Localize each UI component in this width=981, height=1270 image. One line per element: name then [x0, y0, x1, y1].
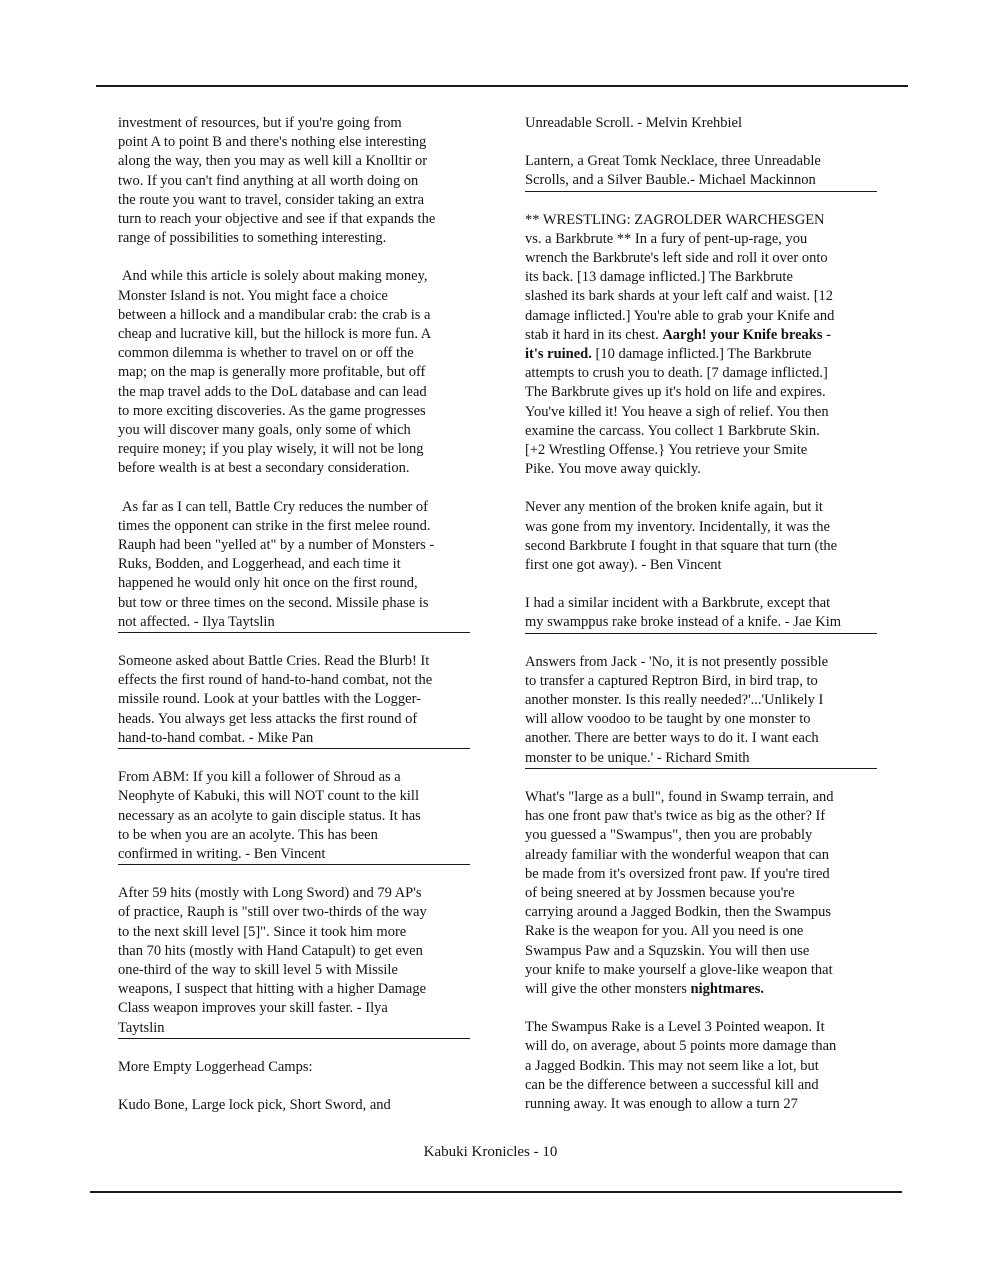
- paragraph-loggerhead-camps-list: [118, 1096, 470, 1115]
- text-line: two. If you can't find anything at all worth doing on: [118, 172, 419, 189]
- bottom-rule: [90, 1191, 902, 1193]
- text-line: wrench the Barkbrute's left side and roll it over onto: [525, 250, 828, 267]
- page-footer: Kabuki Kronicles - 10: [423, 1144, 558, 1160]
- text-line: damage inflicted.] You're able to grab your Knife and: [525, 307, 835, 324]
- text-line: it's ruined. [10 damage inflicted.] The Barkbrute: [525, 346, 812, 363]
- text-line: I had a similar incident with a Barkbrute, except that: [525, 595, 831, 612]
- text-line: From ABM: If you kill a follower of Shroud as a: [118, 769, 401, 786]
- paragraph-answers-from-jack: [525, 653, 877, 769]
- text-line: hand-to-hand combat. - Mike Pan: [118, 729, 314, 746]
- text-line: Lantern, a Great Tomk Necklace, three Unreadable: [525, 153, 821, 170]
- paragraph-battle-cry: [118, 498, 470, 633]
- text-line: Kudo Bone, Large lock pick, Short Sword, and: [118, 1096, 391, 1113]
- text-line: Neophyte of Kabuki, this will NOT count to the kill: [118, 788, 419, 805]
- text-line: between a hillock and a mandibular crab: the crab is a: [118, 306, 431, 323]
- text-line: of practice, Rauph is "still over two-thirds of the way: [118, 904, 427, 921]
- text-line: As far as I can tell, Battle Cry reduces the number of: [122, 498, 429, 515]
- text-line: to transfer a captured Reptron Bird, in bird trap, to: [525, 672, 818, 689]
- text-line: was gone from my inventory. Incidentally, it was the: [525, 518, 830, 535]
- text-line: Ruks, Bodden, and Loggerhead, and each time it: [118, 556, 401, 573]
- text-line: The Swampus Rake is a Level 3 Pointed weapon. It: [525, 1019, 825, 1036]
- paragraph-mackinnon: [525, 152, 877, 191]
- bold-text: nightmares.: [690, 980, 764, 997]
- text-line: has one front paw that's twice as big as the other? If: [525, 808, 826, 825]
- text-line: map; on the map is generally more profitable, but off: [118, 364, 426, 381]
- text-line: More Empty Loggerhead Camps:: [118, 1058, 313, 1075]
- text-line: common dilemma is whether to travel on or off the: [118, 345, 414, 362]
- text-line: a Jagged Bodkin. This may not seem like a lot, but: [525, 1057, 819, 1074]
- text-line: will give the other monsters nightmares.: [525, 980, 764, 997]
- text-line: [+2 Wrestling Offense.} You retrieve your Smite: [525, 442, 808, 459]
- text-line: of being sneered at by Jossmen because you're: [525, 884, 795, 901]
- paragraph-jae-kim: [525, 594, 877, 633]
- text-line: missile round. Look at your battles with the Logger-: [118, 691, 421, 708]
- text-line: not affected. - Ilya Taytslin: [118, 613, 275, 630]
- text-line: to be when you are an acolyte. This has been: [118, 826, 378, 843]
- text-line: Class weapon improves your skill faster. - Ilya: [118, 1000, 388, 1017]
- text-line: range of possibilities to something interesting.: [118, 230, 387, 247]
- text-line: to more exciting discoveries. As the game progresses: [118, 402, 426, 419]
- paragraph-battle-cries: [118, 652, 470, 749]
- text-line: What's "large as a bull", found in Swamp terrain, and: [525, 788, 834, 805]
- text-line: require money; if you play wisely, it will not be long: [118, 441, 424, 458]
- text-line: to the next skill level [5]". Since it took him more: [118, 923, 407, 940]
- text-line: already familiar with the wonderful weapon that can: [525, 846, 829, 863]
- text-line: Monster Island is not. You might face a choice: [118, 287, 388, 304]
- text-line: will allow voodoo to be taught by one monster to: [525, 711, 811, 728]
- text-line: will do, on average, about 5 points more damage than: [525, 1038, 837, 1055]
- text-line: Rauph had been "yelled at" by a number of Monsters -: [118, 537, 435, 554]
- text-line: Taytslin: [118, 1019, 165, 1036]
- text-line: investment of resources, but if you're going from: [118, 115, 402, 131]
- text-line: the route you want to travel, consider taking an extra: [118, 191, 425, 208]
- text-line: my swamppus rake broke instead of a knife. - Jae Kim: [525, 614, 842, 631]
- right-column: [525, 114, 877, 1133]
- text-line: effects the first round of hand-to-hand combat, not the: [118, 672, 433, 689]
- text-line: Scrolls, and a Silver Bauble.- Michael Mackinnon: [525, 172, 816, 189]
- text-line: can be the difference between a successful kill and: [525, 1076, 819, 1093]
- text-line: another. There are better ways to do it. I want each: [525, 730, 819, 747]
- text-line: Swampus Paw and a Squzskin. You will then use: [525, 942, 810, 959]
- paragraph-krehbiel: [525, 114, 877, 133]
- text-line: Unreadable Scroll. - Melvin Krehbiel: [525, 115, 743, 131]
- text-line: one-third of the way to skill level 5 with Missile: [118, 961, 398, 978]
- bold-text: it's ruined.: [525, 346, 592, 363]
- text-line: be made from it's oversized front paw. If you're tired: [525, 865, 830, 882]
- text-line: examine the carcass. You collect 1 Barkbrute Skin.: [525, 422, 820, 439]
- text-line: You've killed it! You heave a sigh of relief. You then: [525, 403, 829, 420]
- text-line: slashed its bark shards at your left calf and waist. [12: [525, 288, 834, 305]
- text-line: second Barkbrute I fought in that square that turn (the: [525, 537, 838, 554]
- paragraph-abm: [118, 768, 470, 865]
- text-line: Pike. You move away quickly.: [525, 461, 701, 478]
- paragraph-swampus: [525, 788, 877, 999]
- text-line: confirmed in writing. - Ben Vincent: [118, 845, 326, 862]
- text-line: Rake is the weapon for you. All you need is one: [525, 923, 804, 940]
- text-line: Someone asked about Battle Cries. Read the Blurb! It: [118, 653, 430, 670]
- text-line: carrying around a Jagged Bodkin, then the Swampus: [525, 904, 832, 921]
- paragraph-knolltir: [118, 114, 470, 248]
- paragraph-swampus-rake: [525, 1018, 877, 1114]
- paragraph-broken-knife: [525, 498, 877, 575]
- text-line: running away. It was enough to allow a turn 27: [525, 1095, 798, 1112]
- text-line: stab it hard in its chest. Aargh! your Knife breaks -: [525, 326, 831, 343]
- text-line: vs. a Barkbrute ** In a fury of pent-up-rage, you: [525, 230, 808, 247]
- text-line: its back. [13 damage inflicted.] The Barkbrute: [525, 269, 793, 286]
- paragraph-wrestling: [525, 211, 877, 480]
- text-line: than 70 hits (mostly with Hand Catapult) to get even: [118, 942, 423, 959]
- text-line: Never any mention of the broken knife again, but it: [525, 499, 823, 516]
- text-line: monster to be unique.' - Richard Smith: [525, 749, 750, 766]
- paragraph-monster-island: [118, 267, 470, 478]
- left-column: [118, 114, 470, 1134]
- paragraph-loggerhead-camps-heading: [118, 1058, 470, 1077]
- text-line: Answers from Jack - 'No, it is not presently possible: [525, 653, 829, 670]
- text-line: The Barkbrute gives up it's hold on life and expires.: [525, 384, 826, 401]
- text-line: times the opponent can strike in the first melee round.: [118, 517, 431, 534]
- text-line: you guessed a "Swampus", then you are probably: [525, 827, 813, 844]
- text-line: cheap and lucrative kill, but the hillock is more fun. A: [118, 326, 432, 343]
- text-line: weapons, I suspect that hitting with a higher Damage: [118, 981, 427, 998]
- text-line: After 59 hits (mostly with Long Sword) and 79 AP's: [118, 885, 422, 902]
- text-line: heads. You always get less attacks the first round of: [118, 710, 418, 727]
- text-line: point A to point B and there's nothing else interesting: [118, 134, 427, 151]
- text-line: And while this article is solely about making money,: [122, 268, 428, 285]
- text-line: ** WRESTLING: ZAGROLDER WARCHESGEN: [525, 211, 825, 228]
- text-line: first one got away). - Ben Vincent: [525, 557, 722, 574]
- top-rule: [96, 85, 908, 87]
- text-line: but tow or three times on the second. Missile phase is: [118, 594, 429, 611]
- text-line: attempts to crush you to death. [7 damage inflicted.]: [525, 365, 828, 382]
- text-line: the map travel adds to the DoL database and can lead: [118, 383, 427, 400]
- text-line: happened he would only hit once on the first round,: [118, 575, 418, 592]
- text-line: you will discover many goals, only some of which: [118, 422, 411, 439]
- text-line: turn to reach your objective and see if that expands the: [118, 211, 436, 228]
- paragraph-skill-level: [118, 884, 470, 1039]
- text-line: before wealth is at best a secondary consideration.: [118, 460, 410, 477]
- text-line: necessary as an acolyte to gain disciple status. It has: [118, 807, 421, 824]
- text-line: your knife to make yourself a glove-like weapon that: [525, 961, 833, 978]
- text-line: along the way, then you may as well kill a Knolltir or: [118, 153, 428, 170]
- bold-text: Aargh! your Knife breaks -: [662, 326, 831, 343]
- text-line: another monster. Is this really needed?'...'Unlikely I: [525, 692, 824, 709]
